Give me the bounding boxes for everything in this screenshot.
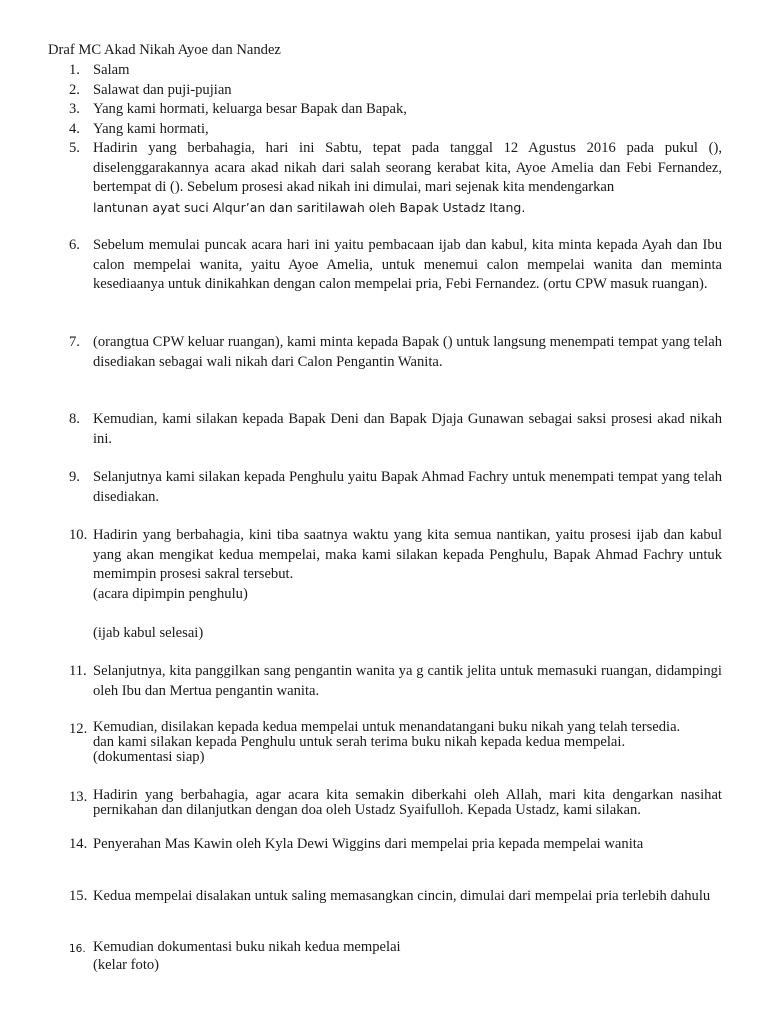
item-text: Kemudian dokumentasi buku nikah kedua mempelai — [93, 939, 401, 955]
item-text: Selanjutnya kami silakan kepada Penghulu yaitu Bapak Ahmad Fachry untuk menempati tempat yang telah disediakan. — [93, 469, 722, 505]
item-note: (acara dipimpin penghulu) — [93, 585, 248, 602]
item-text: Sebelum memulai puncak acara hari ini yaitu pembacaan ijab dan kabul, kita minta kepada Ayah dan Ibu calon mempelai wanita, yaitu Ayoe Amelia, untuk menemui calon mempelai wanita dan meminta kesediaanya untuk dinikahkan dengan calon mempelai pria, Febi Fernandez. (ortu CPW masuk ruangan). — [93, 237, 722, 292]
item-text: Salam — [93, 62, 130, 78]
item-note: (dokumentasi siap) — [93, 749, 205, 766]
item-number: 15. — [69, 888, 88, 904]
item-number: 3. — [69, 101, 80, 117]
item-text: (orangtua CPW keluar ruangan), kami minta kepada Bapak () untuk langsung menempati tempat yang telah disediakan sebagai wali nikah dari Calon Pengantin Wanita. — [93, 334, 722, 370]
ijab-note: (ijab kabul selesai) — [93, 625, 204, 641]
item-text: Hadirin yang berbahagia, agar acara kita semakin diberkahi oleh Allah, mari kita dengarkan nasihat pernikahan dan dilanjutkan dengan doa oleh Ustadz Syaifulloh. Kepada Ustadz, kami silakan. — [93, 787, 722, 819]
item-text: Hadirin yang berbahagia, hari ini Sabtu, tepat pada tanggal 12 Agustus 2016 pada pukul (), diselenggarakannya acara akad nikah dari salah seorang kerabat kita, Ayoe Amelia dan Febi Fernandez, bertempat di (). Sebelum prosesi akad nikah ini dimulai, mari sejenak kita mendengarkan — [93, 140, 722, 195]
item-number: 10. — [69, 527, 88, 543]
item-text: Kedua mempelai disalakan untuk saling memasangkan cincin, dimulai dari mempelai pria terlebih dahulu — [93, 888, 711, 904]
item-text-continued: lantunan ayat suci Alqur’an dan saritilawah oleh Bapak Ustadz Itang. — [93, 199, 526, 215]
item-text: Yang kami hormati, keluarga besar Bapak dan Bapak, — [93, 101, 407, 117]
item-number: 8. — [69, 411, 80, 427]
item-number: 14. — [69, 836, 88, 852]
item-note: (kelar foto) — [93, 957, 160, 973]
item-text: Selanjutnya, kita panggilkan sang pengantin wanita ya g cantik jelita untuk memasuki ruangan, didampingi oleh Ibu dan Mertua pengantin wanita. — [93, 663, 722, 699]
item-number: 12. — [69, 721, 88, 737]
item-text: Hadirin yang berbahagia, kini tiba saatnya waktu yang kita semua nantikan, yaitu prosesi ijab dan kabul yang akan mengikat kedua mempelai, maka kami silakan kepada Penghulu, Bapak Ahmad Fachry untuk memimpin prosesi sakral tersebut. — [93, 527, 722, 582]
item-text-continued: dan kami silakan kepada Penghulu untuk serah terima buku nikah kepada kedua mempelai. — [93, 734, 626, 751]
item-number: 4. — [69, 121, 80, 137]
item-text: Kemudian, disilakan kepada kedua mempelai untuk menandatangani buku nikah yang telah tersedia. — [93, 719, 681, 735]
item-number: 16. — [69, 943, 86, 955]
item-text: Yang kami hormati, — [93, 121, 209, 137]
item-text: Penyerahan Mas Kawin oleh Kyla Dewi Wiggins dari mempelai pria kepada mempelai wanita — [93, 836, 644, 852]
item-text: Salawat dan puji-pujian — [93, 82, 232, 98]
item-number: 7. — [69, 334, 80, 350]
item-number: 13. — [69, 789, 88, 805]
item-number: 1. — [69, 62, 80, 78]
item-number: 6. — [69, 237, 80, 253]
item-number: 5. — [69, 140, 80, 156]
document-title: Draf MC Akad Nikah Ayoe dan Nandez — [48, 42, 281, 58]
item-number: 9. — [69, 469, 80, 485]
item-number: 11. — [69, 663, 87, 679]
item-number: 2. — [69, 82, 80, 98]
item-text: Kemudian, kami silakan kepada Bapak Deni dan Bapak Djaja Gunawan sebagai saksi prosesi akad nikah ini. — [93, 411, 722, 447]
